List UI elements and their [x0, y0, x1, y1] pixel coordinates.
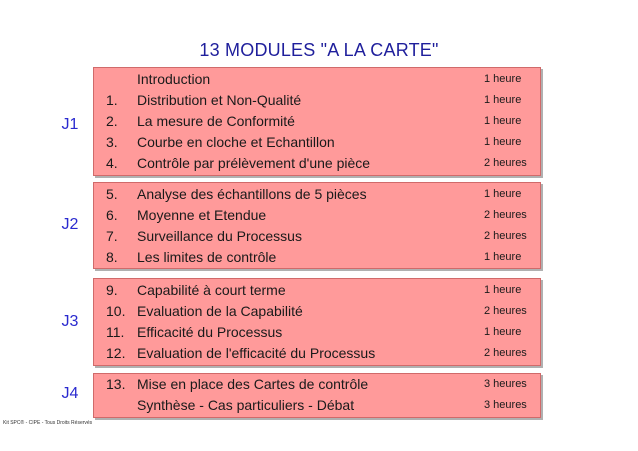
module-block-j1	[93, 67, 541, 176]
module-number: 3.	[106, 134, 118, 150]
module-title: Mise en place des Cartes de contrôle	[137, 376, 369, 392]
module-row	[94, 226, 540, 247]
module-row	[94, 301, 540, 322]
module-title: Les limites de contrôle	[137, 249, 277, 265]
module-number: 1.	[106, 92, 118, 108]
module-row	[94, 153, 540, 174]
module-duration: 2 heures	[484, 157, 527, 169]
module-duration: 1 heure	[484, 251, 522, 263]
module-block-j3	[93, 278, 541, 366]
module-row	[94, 111, 540, 132]
module-number: 11.	[106, 324, 125, 340]
day-label-j4: J4	[61, 385, 79, 402]
module-title: Efficacité du Processus	[137, 324, 283, 340]
page-title: 13 MODULES "A LA CARTE"	[199, 40, 439, 60]
module-duration: 1 heure	[484, 115, 522, 127]
module-number: 12.	[106, 345, 126, 361]
module-number: 7.	[106, 228, 118, 244]
module-row	[94, 90, 540, 111]
module-duration: 1 heure	[484, 73, 522, 85]
module-row	[94, 343, 540, 364]
module-row	[94, 132, 540, 153]
module-title: Moyenne et Etendue	[137, 207, 267, 223]
module-title: Contrôle par prélèvement d'une pièce	[137, 155, 371, 171]
day-label-j3: J3	[61, 313, 79, 330]
module-duration: 3 heures	[484, 378, 527, 390]
module-number: 5.	[106, 186, 118, 202]
module-duration: 2 heures	[484, 305, 527, 317]
module-block-j4	[93, 373, 541, 418]
module-row	[94, 322, 540, 343]
module-number: 8.	[106, 249, 118, 265]
module-duration: 2 heures	[484, 230, 527, 242]
module-row	[94, 395, 540, 416]
module-number: 9.	[106, 282, 118, 298]
module-row	[94, 69, 540, 90]
module-row	[94, 374, 540, 395]
module-number: 6.	[106, 207, 118, 223]
module-number: 4.	[106, 155, 118, 171]
module-block-j2	[93, 182, 541, 269]
module-number: 13.	[106, 376, 126, 392]
module-title: Evaluation de la Capabilité	[137, 303, 303, 319]
module-row	[94, 247, 540, 268]
module-row	[94, 184, 540, 205]
module-number: 10.	[106, 303, 126, 319]
module-row	[94, 280, 540, 301]
module-title: Synthèse - Cas particuliers - Débat	[137, 397, 355, 413]
module-duration: 2 heures	[484, 347, 527, 359]
module-title: La mesure de Conformité	[137, 113, 295, 129]
module-duration: 1 heure	[484, 284, 522, 296]
module-title: Distribution et Non-Qualité	[137, 92, 302, 108]
module-number: 2.	[106, 113, 118, 129]
module-duration: 3 heures	[484, 399, 527, 411]
module-row	[94, 205, 540, 226]
module-duration: 1 heure	[484, 94, 522, 106]
day-label-j1: J1	[61, 116, 79, 133]
module-title: Analyse des échantillons de 5 pièces	[137, 186, 367, 202]
module-title: Evaluation de l'efficacité du Processus	[137, 345, 376, 361]
module-duration: 1 heure	[484, 188, 522, 200]
day-label-j2: J2	[61, 216, 79, 233]
module-duration: 1 heure	[484, 326, 522, 338]
module-title: Courbe en cloche et Echantillon	[137, 134, 335, 150]
module-title: Surveillance du Processus	[137, 228, 302, 244]
module-duration: 1 heure	[484, 136, 522, 148]
copyright-footer: Kit SPC® - CIPE - Tous Droits Réservés	[3, 420, 93, 426]
module-duration: 2 heures	[484, 209, 527, 221]
module-title: Capabilité à court terme	[137, 282, 286, 298]
module-title: Introduction	[137, 71, 211, 87]
